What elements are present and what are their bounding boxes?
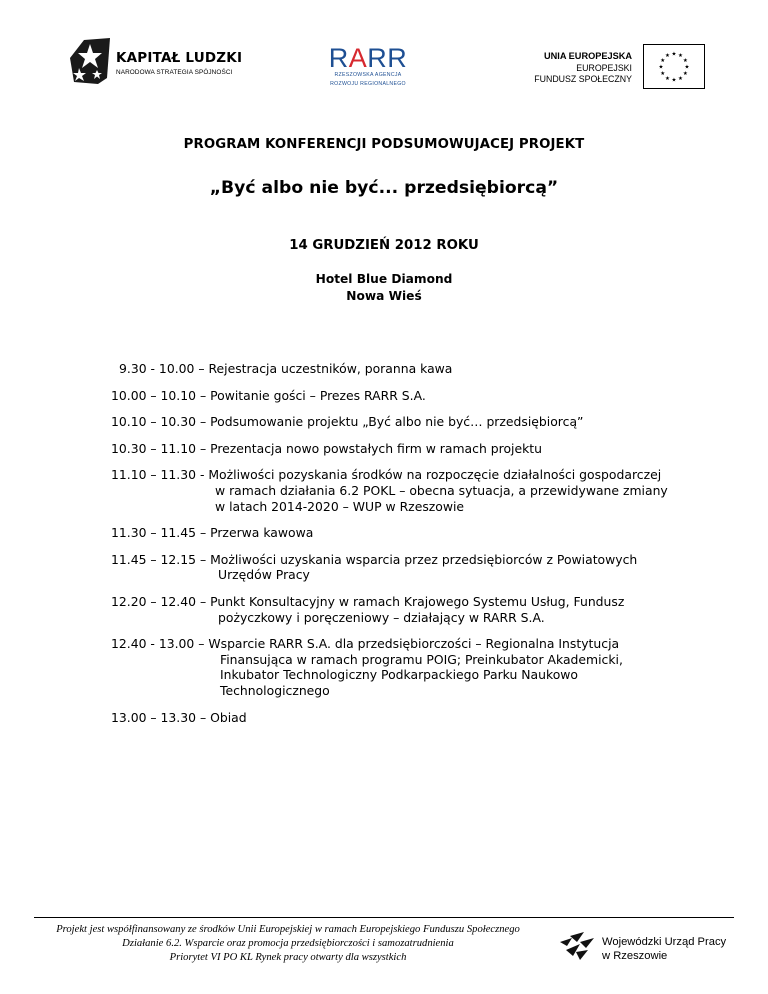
agenda-description-line: Urzędów Pracy	[218, 567, 310, 583]
eu-star-icon: ★	[671, 51, 677, 58]
program-title: PROGRAM KONFERENCJI PODSUMOWUJACEJ PROJEKT	[183, 137, 585, 152]
agenda-description-line: Inkubator Technologiczny Podkarpackiego Parku Naukowo	[220, 667, 578, 683]
agenda-description-line: Finansująca w ramach programu POIG; Preinkubator Akademicki,	[220, 651, 623, 667]
agenda-item	[0, 441, 768, 457]
wup-logo-icon	[558, 928, 598, 962]
eu-text	[518, 51, 632, 86]
kapital-ludzki-star-icon	[70, 38, 110, 86]
footer-line-1: Projekt jest współfinansowany ze środków Unii Europejskiej w ramach Europejskiego Funduszu Społecznego	[56, 924, 520, 935]
rarr-wordmark: RARR	[328, 43, 408, 73]
eu-star-icon: ★	[665, 53, 670, 60]
agenda-item	[0, 361, 768, 377]
agenda-description-line: Technologicznego	[220, 682, 330, 698]
agenda-time: 11.30 – 11.45 – Przerwa kawowa	[111, 525, 314, 541]
rarr-logo	[328, 43, 408, 92]
agenda-item	[0, 388, 768, 404]
agenda-time: 10.10 – 10.30 – Podsumowanie projektu „Być albo nie być… przedsiębiorcą”	[111, 414, 584, 430]
conference-date: 14 GRUDZIEŃ 2012 ROKU	[289, 238, 479, 253]
agenda-time: 13.00 – 13.30 – Obiad	[111, 709, 247, 725]
eu-star-icon: ★	[684, 64, 690, 71]
agenda-item	[0, 710, 768, 726]
wup-line-2: w Rzeszowie	[602, 950, 668, 962]
rarr-subtitle-2: ROZWOJU REGIONALNEGO	[330, 81, 406, 87]
footer-line-2: Działanie 6.2. Wsparcie oraz promocja przedsiębiorczości i samozatrudnienia	[122, 938, 454, 949]
footer-line-3: Priorytet VI PO KL Rynek pracy otwarty dla wszystkich	[169, 952, 407, 963]
kapital-ludzki-title: KAPITAŁ LUDZKI	[116, 50, 243, 66]
kapital-ludzki-subtitle: NARODOWA STRATEGIA SPÓJNOŚCI	[116, 69, 233, 76]
eu-star-icon: ★	[671, 77, 677, 84]
agenda-description-line: pożyczkowy i poręczeniowy – działający w RARR S.A.	[218, 609, 545, 625]
agenda-description-line: w latach 2014-2020 – WUP w Rzeszowie	[215, 498, 465, 514]
footer-divider	[34, 917, 734, 918]
agenda-item	[0, 467, 768, 514]
wup-name	[602, 935, 726, 963]
agenda-item	[0, 414, 768, 430]
footer-text	[28, 923, 548, 965]
agenda-time: 9.30 - 10.00 – Rejestracja uczestników, poranna kawa	[119, 361, 453, 376]
agenda-item	[0, 525, 768, 541]
rarr-subtitle-1: RZESZOWSKA AGENCJA	[334, 72, 402, 78]
project-name: „Być albo nie być... przedsiębiorcą”	[209, 178, 559, 198]
kapital-ludzki-logo	[70, 38, 243, 88]
agenda-time: 11.45 – 12.15 – Możliwości uzyskania wsparcia przez przedsiębiorców z Powiatowych	[111, 551, 638, 567]
agenda-time: 10.00 – 10.10 – Powitanie gości – Prezes RARR S.A.	[111, 387, 426, 403]
eu-star-icon: ★	[682, 71, 688, 77]
agenda-item	[0, 552, 768, 583]
wup-line-1: Wojewódzki Urząd Pracy	[602, 936, 727, 948]
eu-star-icon: ★	[678, 75, 683, 82]
eu-star-icon: ★	[665, 75, 670, 82]
agenda-description-line: w ramach działania 6.2 POKL – obecna sytuacja, a przewidywane zmiany	[215, 482, 668, 498]
agenda-time: 11.10 – 11.30 - Możliwości pozyskania środków na rozpoczęcie działalności gospodarczej	[111, 467, 662, 483]
agenda-time: 10.30 – 11.10 – Prezentacja nowo powstałych firm w ramach projektu	[111, 440, 542, 456]
eu-star-icon: ★	[682, 58, 688, 64]
wup-logo	[558, 928, 738, 968]
venue-hotel: Hotel Blue Diamond	[315, 272, 453, 286]
eu-line-1: UNIA EUROPEJSKA	[544, 51, 632, 61]
eu-line-3: FUNDUSZ SPOŁECZNY	[534, 74, 632, 84]
eu-line-2: EUROPEJSKI	[576, 62, 632, 73]
eu-star-icon: ★	[660, 58, 666, 64]
eu-star-icon: ★	[678, 53, 683, 60]
agenda-item	[0, 594, 768, 625]
eu-star-icon: ★	[658, 64, 664, 71]
agenda-item	[0, 636, 768, 698]
eu-star-icon: ★	[660, 71, 666, 77]
agenda-time: 12.40 - 13.00 – Wsparcie RARR S.A. dla przedsiębiorczości – Regionalna Instytucja	[111, 636, 620, 652]
agenda-time: 12.20 – 12.40 – Punkt Konsultacyjny w ramach Krajowego Systemu Usług, Fundusz	[111, 594, 625, 609]
venue	[0, 271, 768, 305]
eu-flag-icon	[643, 44, 705, 89]
venue-place: Nowa Wieś	[346, 289, 422, 303]
